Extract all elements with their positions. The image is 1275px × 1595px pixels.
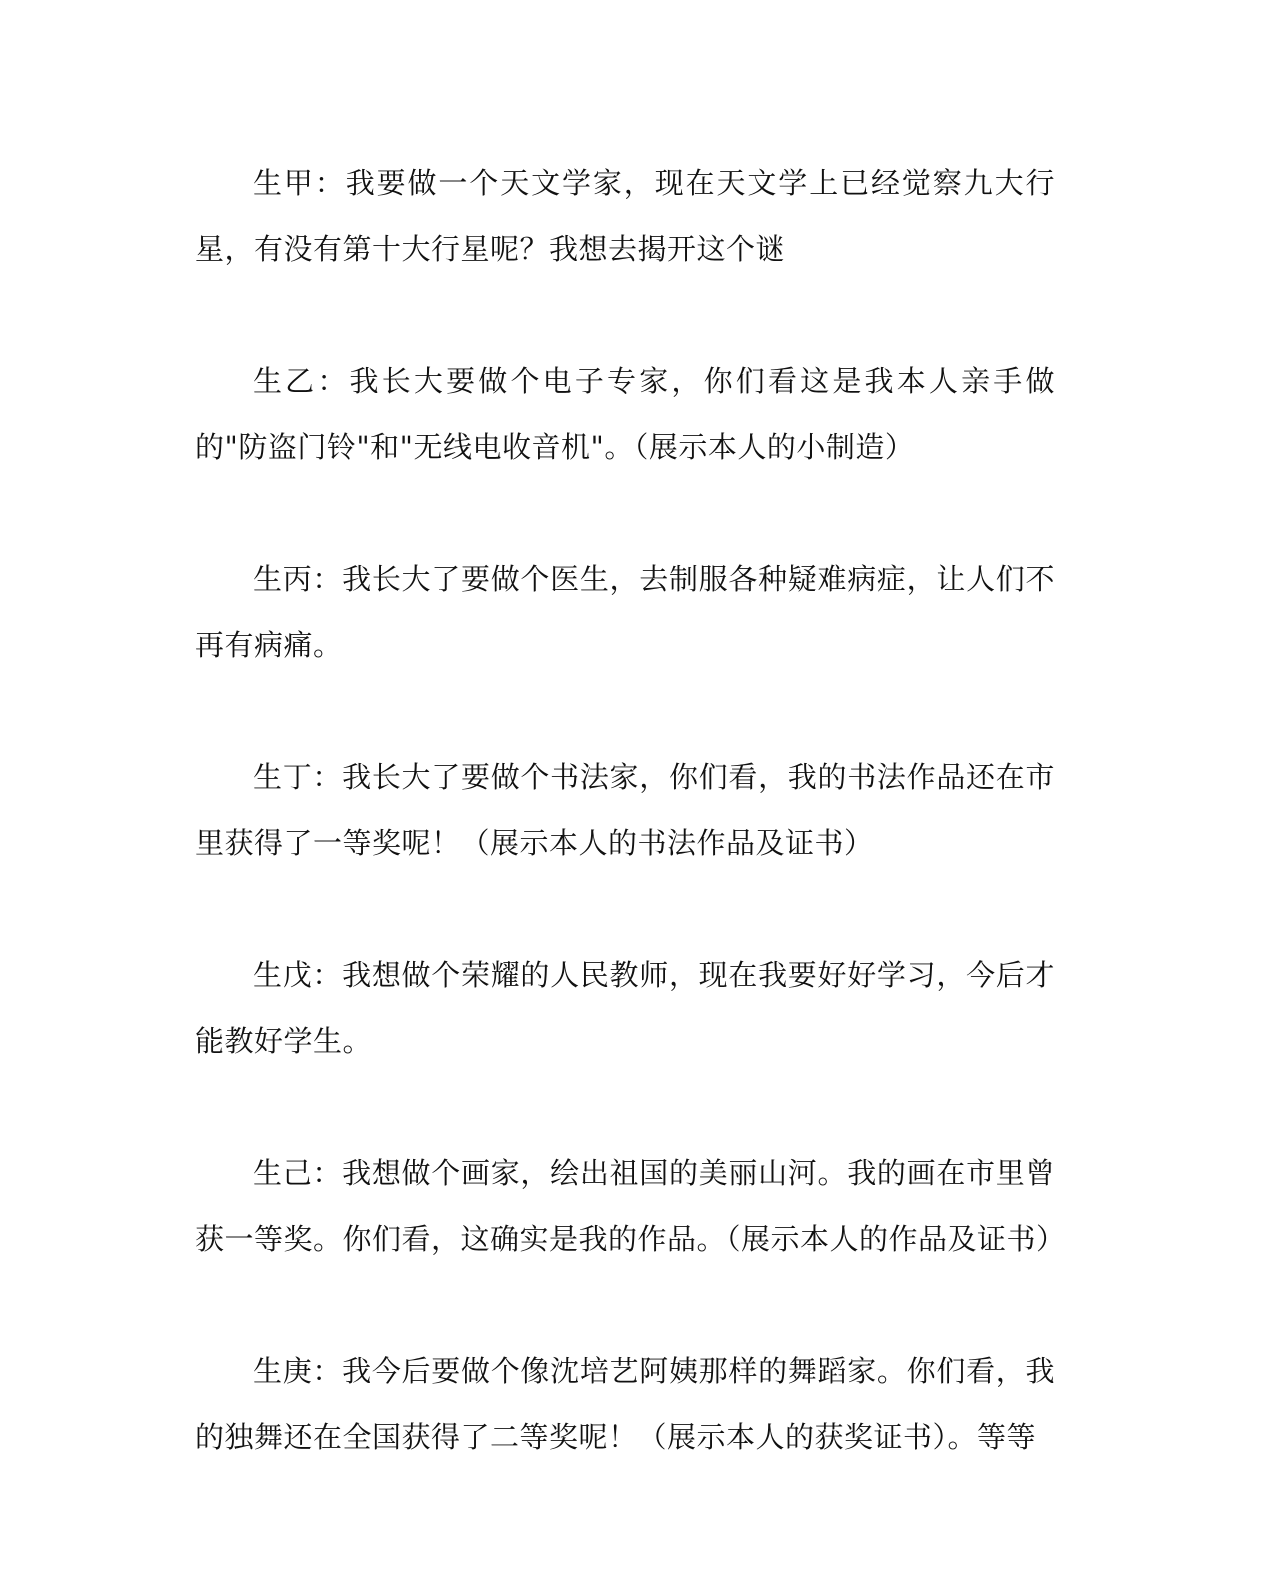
paragraph-student-wu: 生戊：我想做个荣耀的人民教师，现在我要好好学习，今后才能教好学生。: [195, 958, 1055, 1058]
paragraph-student-geng: 生庚：我今后要做个像沈培艺阿姨那样的舞蹈家。你们看，我的独舞还在全国获得了二等奖呢！（展示本人的获奖证书）。等等: [195, 1354, 1055, 1454]
document-body: [195, 150, 1066, 1536]
paragraph-student-jia: 生甲：我要做一个天文学家，现在天文学上已经觉察九大行星，有没有第十大行星呢？我想去揭开这个谜: [195, 166, 1055, 266]
paragraph-student-ding: 生丁：我长大了要做个书法家，你们看，我的书法作品还在市里获得了一等奖呢！（展示本人的书法作品及证书）: [195, 760, 1055, 860]
paragraph-student-yi: 生乙：我长大要做个电子专家，你们看这是我本人亲手做的"防盗门铃"和"无线电收音机"。（展示本人的小制造）: [195, 364, 1055, 464]
paragraph-student-bing: 生丙：我长大了要做个医生，去制服各种疑难病症，让人们不再有病痛。: [195, 562, 1055, 662]
paragraph-student-ji: 生己：我想做个画家，绘出祖国的美丽山河。我的画在市里曾获一等奖。你们看，这确实是我的作品。（展示本人的作品及证书）: [195, 1156, 1066, 1256]
